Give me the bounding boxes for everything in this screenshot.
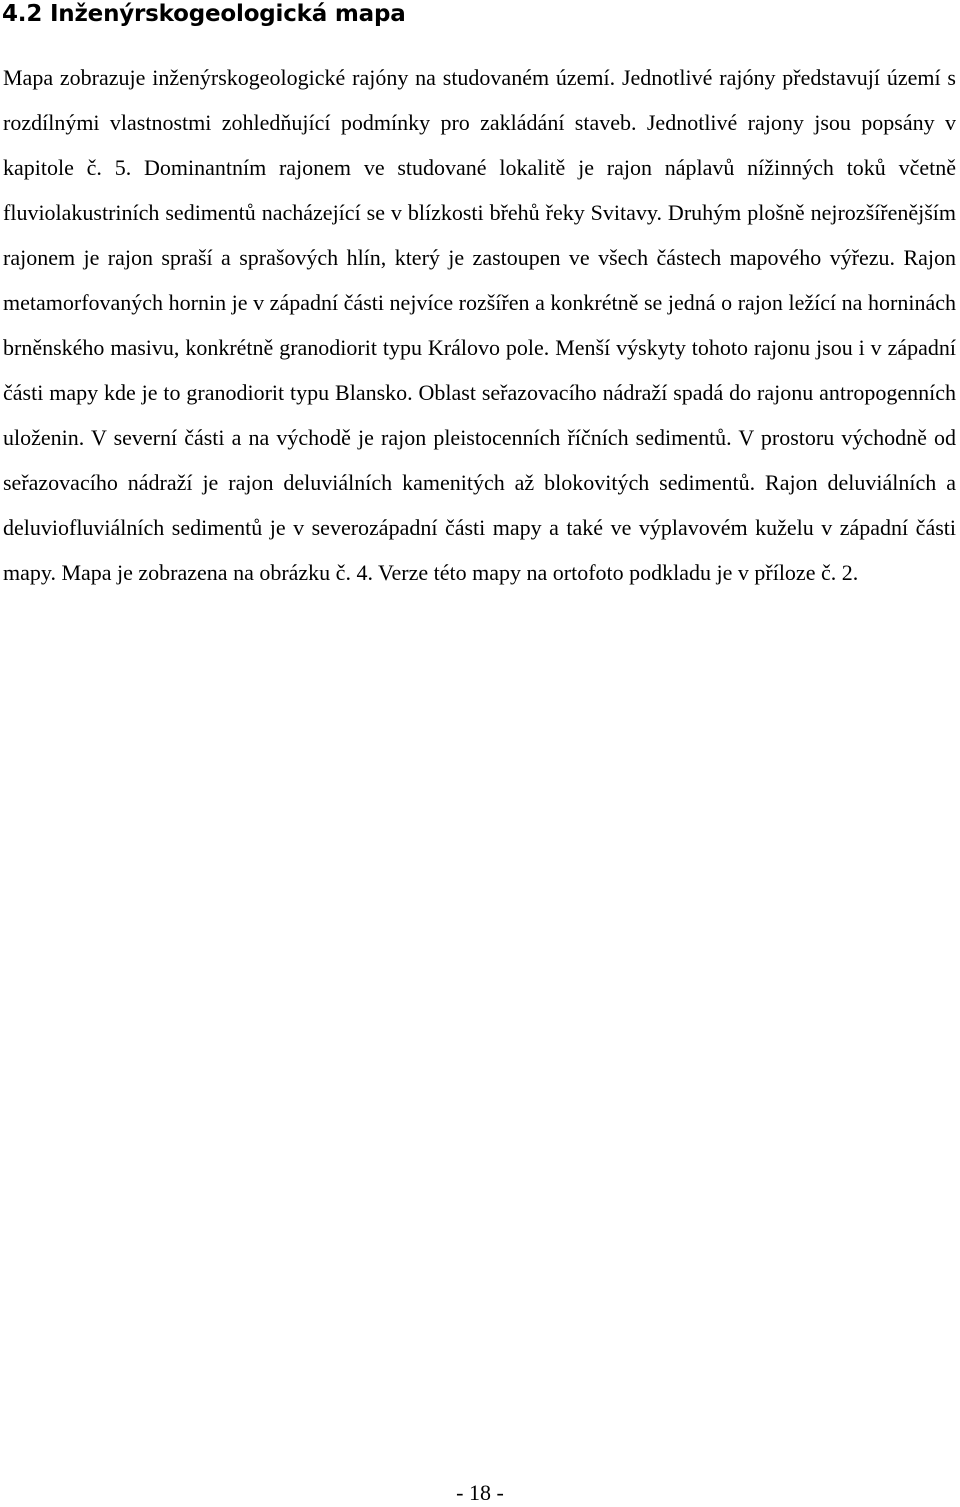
section-heading: 4.2 Inženýrskogeologická mapa (2, 1, 406, 27)
page-number: - 18 - (456, 1480, 504, 1505)
body-paragraph: Mapa zobrazuje inženýrskogeologické rajóny na studovaném území. Jednotlivé rajóny představují území s rozdílnými vlastnostmi zohledňující podmínky pro zakládání staveb. Jednotlivé rajony jsou popsány v kapitole č. 5. Dominantním rajonem ve studované lokalitě je rajon náplavů nížinných toků včetně fluviolakustriních sedimentů nacházející se v blízkosti břehů řeky Svitavy. Druhým plošně nejrozšířenějším rajonem je rajon spraší a sprašových hlín, který je zastoupen ve všech částech mapového výřezu. Rajon metamorfovaných hornin je v západní části nejvíce rozšířen a konkrétně se jedná o rajon ležící na horninách brněnského masivu, konkrétně granodiorit typu Královo pole. Menší výskyty tohoto rajonu jsou i v západní části mapy kde je to granodiorit typu Blansko. Oblast seřazovacího nádraží spadá do rajonu antropogenních uloženin. V severní části a na východě je rajon pleistocenních říčních sedimentů. V prostoru východně od seřazovacího nádraží je rajon deluviálních kamenitých až blokovitých sedimentů. Rajon deluviálních a deluviofluviálních sedimentů je v severozápadní části mapy a také ve výplavovém kuželu v západní části mapy. Mapa je zobrazena na obrázku č. 4. Verze této mapy na ortofoto podkladu je v příloze č. 2. (3, 65, 956, 585)
